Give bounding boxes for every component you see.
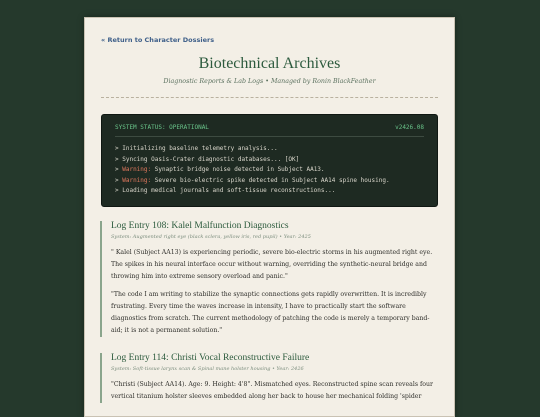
back-to-dossiers-link[interactable]: « Return to Character Dossiers bbox=[101, 36, 215, 44]
terminal-line bbox=[115, 186, 431, 197]
terminal-prompt: > bbox=[115, 187, 123, 194]
warning-label: Warning: bbox=[122, 176, 152, 184]
entry-title: Log Entry 114: Christi Vocal Reconstructive Failure bbox=[111, 353, 310, 363]
entry-meta: System: Soft-tissue larynx scan & Spinal mane holster housing • Year: 2426 bbox=[111, 366, 304, 372]
entry-meta: System: Augmented right eye (black sclera, yellow iris, red pupil) • Year: 2425 bbox=[111, 234, 311, 240]
terminal-log bbox=[115, 144, 431, 197]
entry-paragraph: " Kalel (Subject AA13) is experiencing periodic, severe bio-electric storms in his augmented right eye. The spikes in his neural interface occur without warning, overriding the synthetic-neural bridge and throwing him into extreme sensory overload and panic." bbox=[111, 249, 433, 280]
system-version: v2426.08 bbox=[395, 124, 424, 131]
terminal-prompt: > bbox=[115, 145, 123, 152]
terminal-prompt: > bbox=[115, 176, 123, 184]
page-subtitle: Diagnostic Reports & Lab Logs • Managed by Ronin BlackFeather bbox=[163, 78, 376, 85]
header-divider bbox=[101, 97, 438, 98]
terminal-line bbox=[115, 144, 431, 155]
terminal-prompt: > bbox=[115, 155, 123, 163]
entry-title: Log Entry 108: Kalel Malfunction Diagnostics bbox=[111, 221, 289, 231]
terminal-line-text: Syncing Oasis-Crater diagnostic databases... [OK] bbox=[122, 155, 300, 163]
archive-page bbox=[84, 17, 455, 417]
log-entry-114 bbox=[100, 353, 439, 403]
terminal-line-text: Initializing baseline telemetry analysis... bbox=[122, 145, 278, 152]
terminal-prompt: > bbox=[115, 166, 123, 173]
system-terminal bbox=[101, 114, 438, 207]
terminal-line bbox=[115, 155, 431, 166]
terminal-line-text: Severe bio-electric spike detected in Subject AA14 spine housing. bbox=[151, 176, 390, 184]
page-title: Biotechnical Archives bbox=[198, 55, 341, 72]
entry-paragraph: "The code I am writing to stabilize the synaptic connections gets rapidly overwritten. It is incredibly frustrating. Every time the waves increase in intensity, I have to practically start the software diagnostics from scratch. The current methodology of patching the code is merely a temporary band-aid; it is not a permanent solution." bbox=[111, 291, 430, 334]
log-entry-108 bbox=[100, 221, 439, 337]
entry-paragraph: "Christi (Subject AA14). Age: 9. Height: 4'8". Mismatched eyes. Reconstructed spine scan reveals four vertical titanium holster sleeves embedded along her back to house her mechanical folding 'spider bbox=[111, 381, 433, 400]
terminal-line-text: Synaptic bridge noise detected in Subject AA13. bbox=[151, 166, 325, 173]
terminal-header bbox=[115, 124, 424, 137]
warning-label: Warning: bbox=[122, 166, 152, 173]
terminal-line bbox=[115, 176, 431, 187]
terminal-line-text: Loading medical journals and soft-tissue reconstructions... bbox=[122, 187, 336, 194]
terminal-line bbox=[115, 165, 431, 176]
system-status: SYSTEM STATUS: OPERATIONAL bbox=[115, 124, 209, 131]
